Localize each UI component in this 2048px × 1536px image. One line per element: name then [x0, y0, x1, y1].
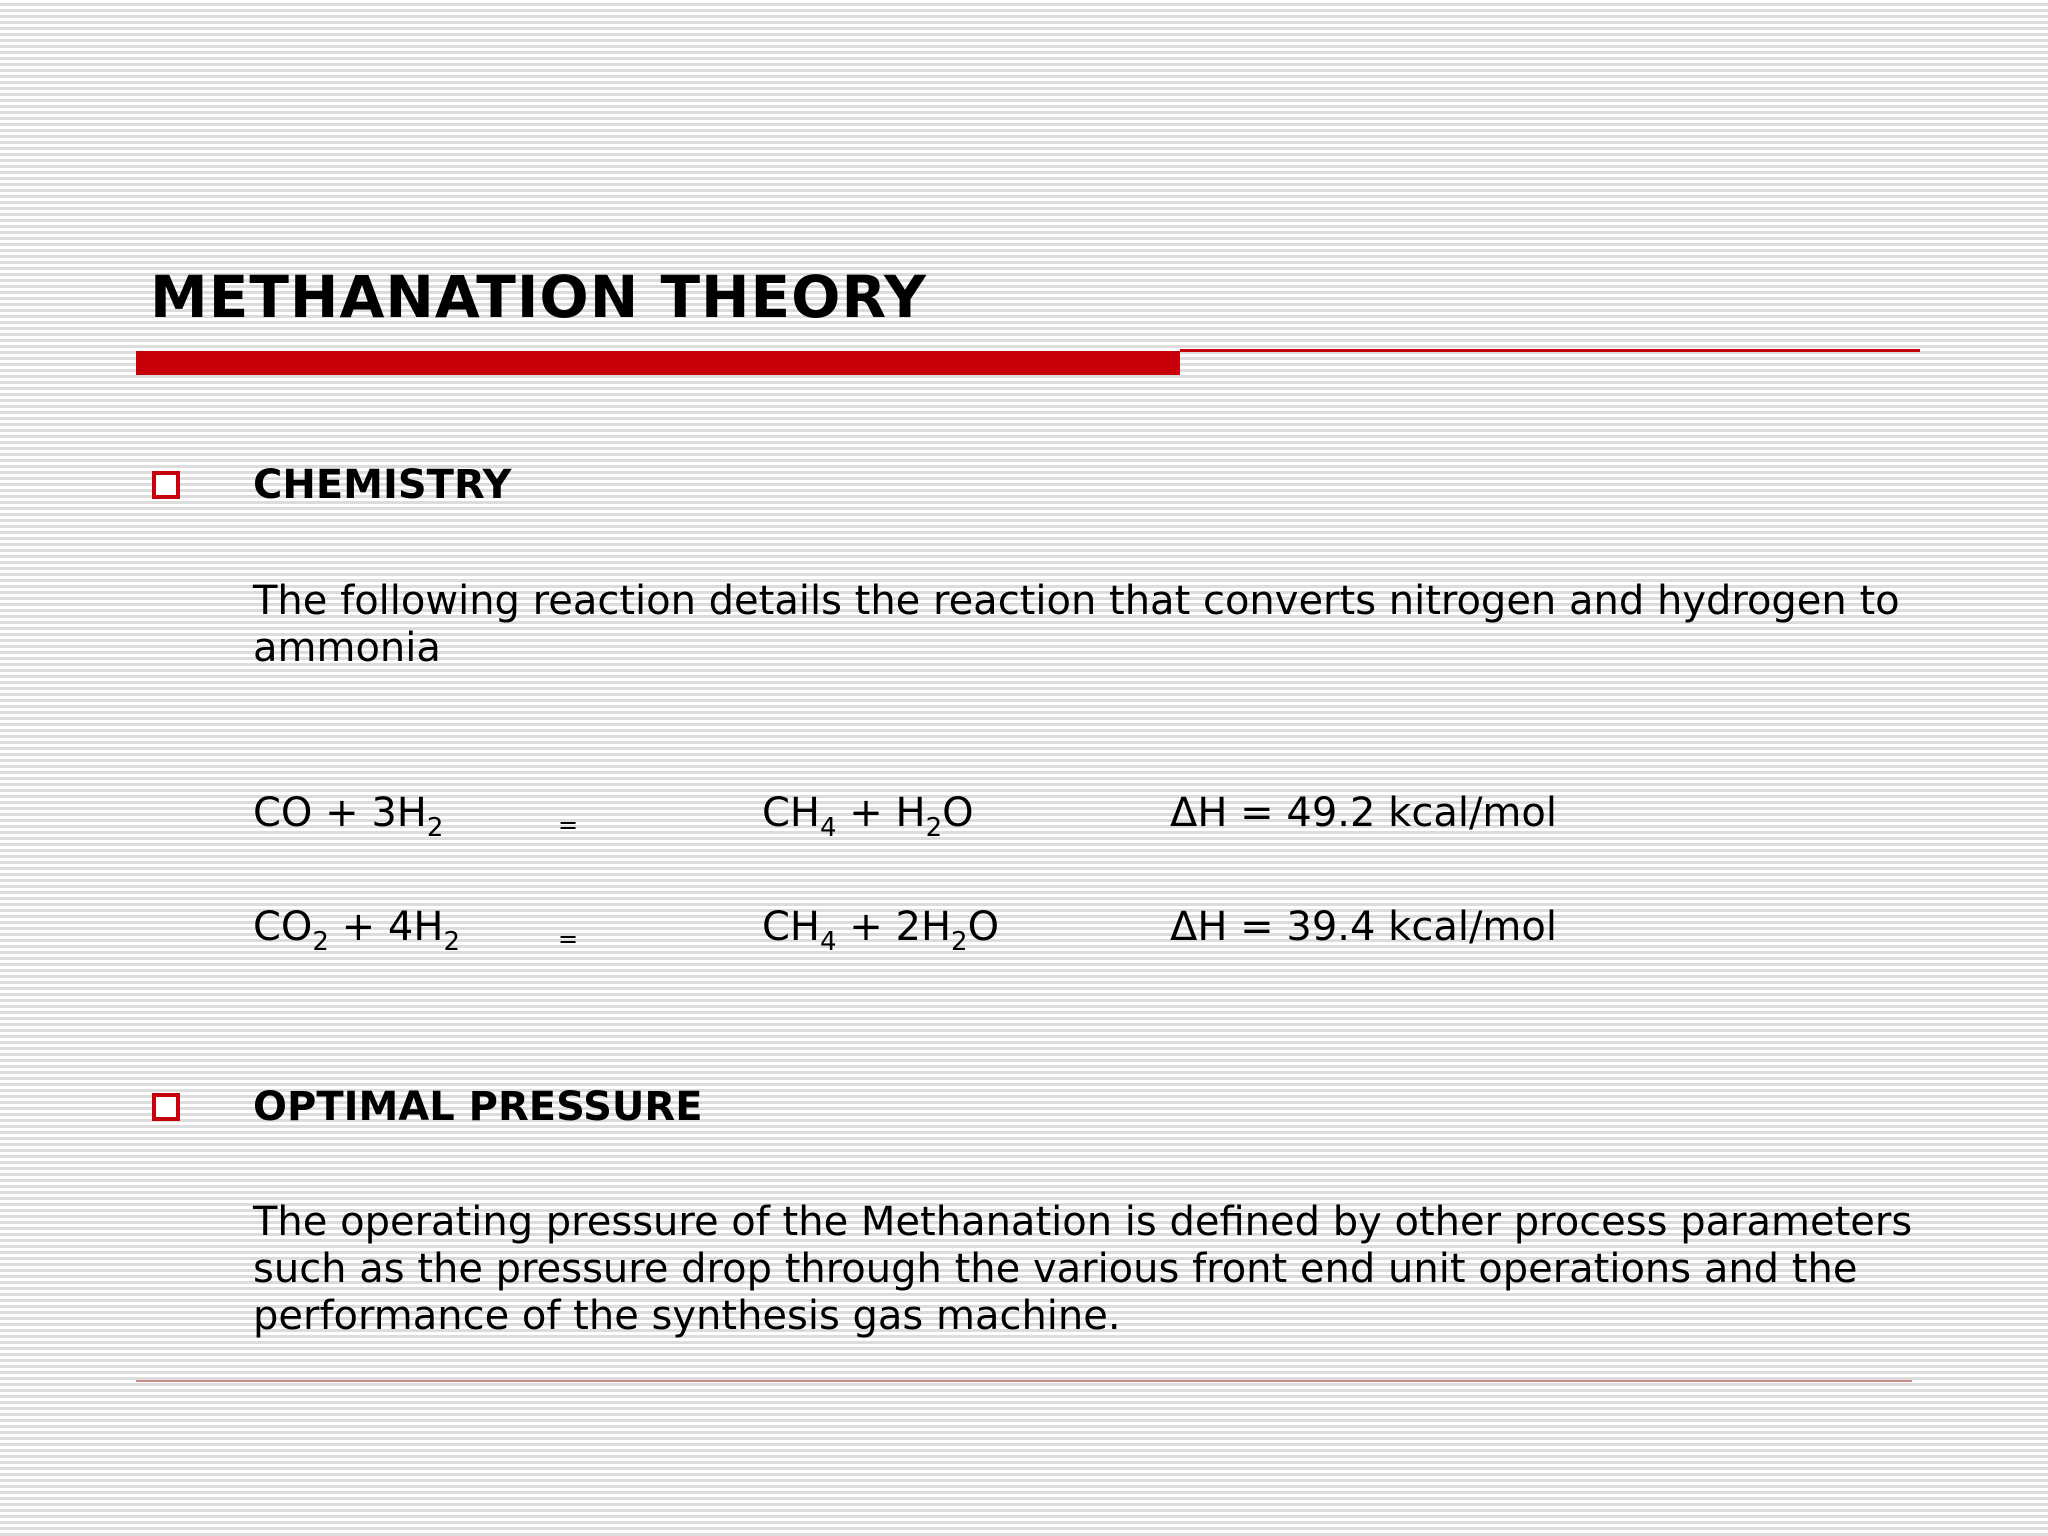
equation-products: $CH_4 + H_2O$	[762, 790, 974, 843]
equation-enthalpy: ΔH = 39.4 kcal/mol	[1170, 904, 1557, 950]
optimal-pressure-description: The operating pressure of the Methanation is defined by other process parameters such as the pressure drop through the various front end unit operations and the performance of the synthesis gas machine.	[253, 1199, 1913, 1339]
equation-reactants: $CO_2 + 4H_2$	[253, 904, 460, 957]
section-heading-optimal-pressure: OPTIMAL PRESSURE	[253, 1084, 703, 1130]
equation-row	[0, 902, 2048, 962]
equation-equals-sign: =	[558, 925, 579, 953]
chemistry-description: The following reaction details the reaction that converts nitrogen and hydrogen to ammonia	[253, 578, 1900, 671]
section-heading-chemistry: CHEMISTRY	[253, 462, 512, 508]
bottom-divider	[136, 1380, 1912, 1382]
title-underline-thick	[136, 351, 1180, 375]
equation-equals-sign: =	[558, 811, 579, 839]
equation-products: $CH_4 + 2H_2O$	[762, 904, 1000, 957]
slide-title: METHANATION THEORY	[150, 263, 927, 331]
equation-reactants: CO + $3H_2$	[253, 790, 444, 843]
square-bullet-icon	[152, 1093, 180, 1121]
square-bullet-icon	[152, 471, 180, 499]
title-underline-thin	[1180, 349, 1920, 352]
equation-row	[0, 788, 2048, 848]
equation-enthalpy: ΔH = 49.2 kcal/mol	[1170, 790, 1557, 836]
